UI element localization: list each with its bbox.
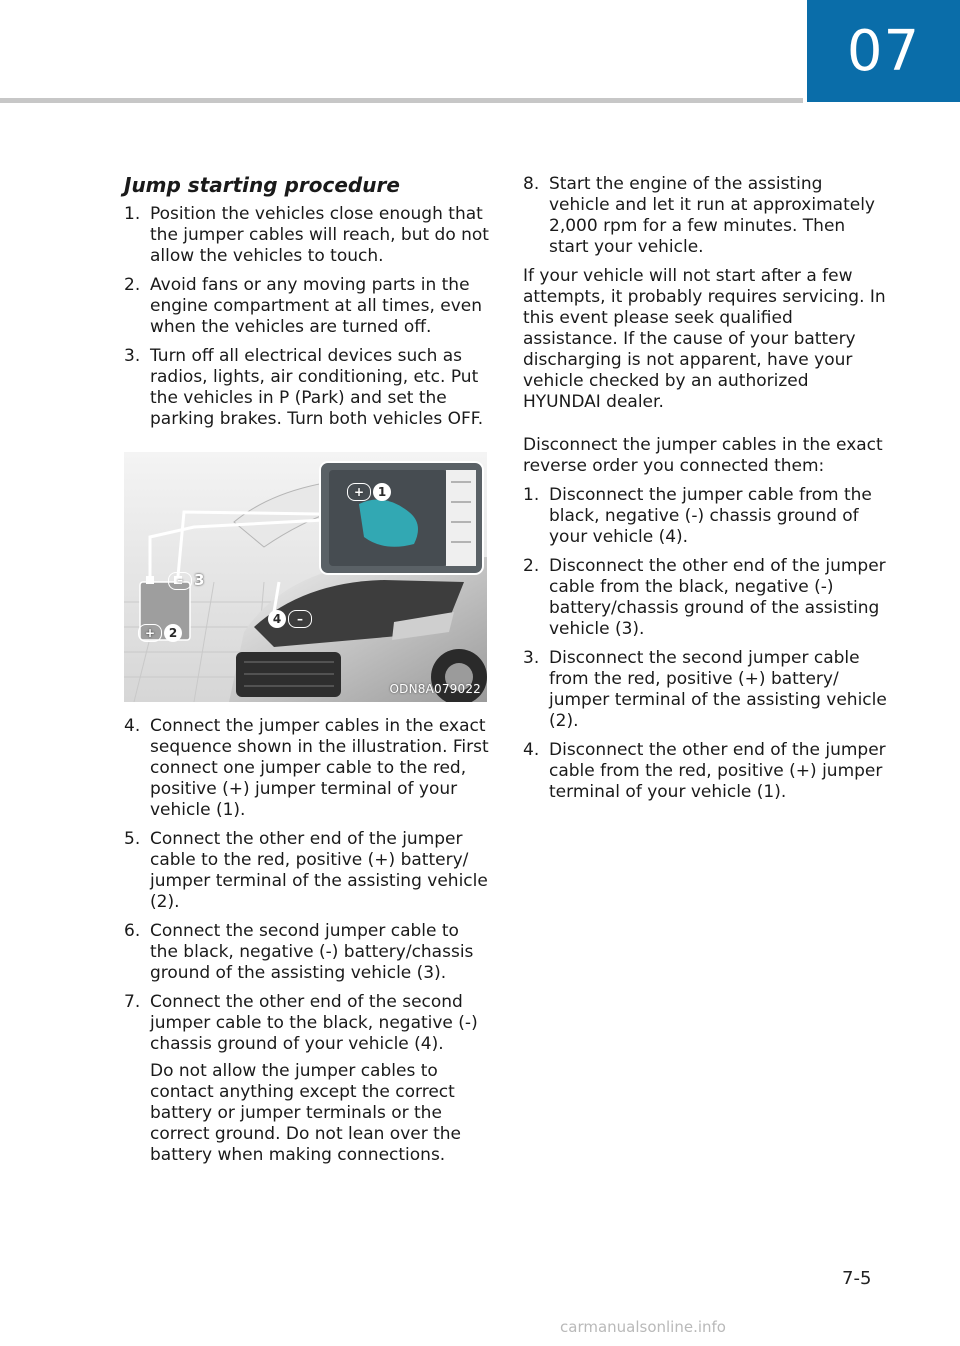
list-item: [124, 346, 489, 430]
step-number: 2.: [124, 275, 141, 295]
safety-note: Do not allow the jumper cables to contact anything except the correct battery or jumper terminals or the correct ground. Do not lean over the battery when making connections.: [150, 1061, 462, 1165]
section-title: Jump starting procedure: [124, 173, 400, 197]
step-text: Disconnect the other end of the jumper cable from the black, negative (-) battery/chassis ground of the assisting vehicle (3).: [549, 556, 886, 639]
step-number: 1.: [523, 485, 540, 505]
list-item: [124, 992, 489, 1166]
page-number: 7-5: [842, 1268, 872, 1289]
callout-2: [138, 624, 182, 642]
list-item: [124, 829, 489, 913]
callout-number: 3: [194, 571, 205, 589]
plus-terminal-icon: +: [138, 624, 162, 642]
steps-list-bottom: [124, 716, 489, 1166]
step-number: 2.: [523, 556, 540, 576]
step-text: Disconnect the other end of the jumper cable from the red, positive (+) jumper terminal of your vehicle (1).: [549, 740, 886, 802]
callout-1: [347, 483, 391, 501]
step-number: 5.: [124, 829, 141, 849]
step-number: 4.: [124, 716, 141, 736]
list-item: [124, 921, 489, 984]
step-number: 6.: [124, 921, 141, 941]
left-column: [124, 172, 489, 1174]
callout-4: [268, 610, 312, 628]
jump-start-illustration: [124, 452, 487, 702]
step-text: Connect the other end of the second jumper cable to the black, negative (-) chassis ground of your vehicle (4).: [150, 992, 478, 1054]
step-text: Disconnect the second jumper cable from the red, positive (+) battery/ jumper terminal of the assisting vehicle (2).: [549, 648, 887, 731]
list-item: [523, 740, 888, 803]
header-rule: [0, 98, 803, 103]
watermark: carmanualsonline.info: [560, 1318, 726, 1336]
callout-3: [168, 570, 204, 591]
step-number: 4.: [523, 740, 540, 760]
step-text: Turn off all electrical devices such as radios, lights, air conditioning, etc. Put the vehicles in P (Park) and set the parking brakes. Turn both vehicles OFF.: [150, 346, 484, 429]
step-number: 1.: [124, 204, 141, 224]
figure-code: ODN8A079022: [389, 682, 481, 696]
callout-number: 2: [164, 624, 182, 642]
step-number: 8.: [523, 174, 540, 194]
list-item: [124, 204, 489, 267]
steps-list-right: [523, 174, 888, 258]
chapter-number: 07: [846, 18, 921, 84]
step-number: 3.: [124, 346, 141, 366]
steps-list-top: [124, 204, 489, 430]
plus-terminal-icon: +: [347, 483, 371, 501]
disconnect-steps-list: [523, 485, 888, 803]
step-number: 7.: [124, 992, 141, 1012]
step-text: Connect the other end of the jumper cable to the red, positive (+) battery/ jumper terminal of the assisting vehicle (2).: [150, 829, 488, 912]
list-item: [124, 275, 489, 338]
minus-terminal-icon: –: [168, 572, 192, 590]
callout-number: 4: [268, 610, 286, 628]
disconnect-intro: Disconnect the jumper cables in the exact reverse order you connected them:: [523, 435, 883, 476]
step-text: Disconnect the jumper cable from the black, negative (-) chassis ground of your vehicle (4).: [549, 485, 872, 547]
chapter-tab: [807, 0, 960, 102]
step-text: Connect the jumper cables in the exact sequence shown in the illustration. First connect one jumper cable to the red, positive (+) jumper terminal of your vehicle (1).: [150, 716, 489, 820]
list-item: [523, 174, 888, 258]
callout-number: 1: [373, 483, 391, 501]
step-text: Position the vehicles close enough that the jumper cables will reach, but do not allow the vehicles to touch.: [150, 204, 489, 266]
service-paragraph: If your vehicle will not start after a few attempts, it probably requires servicing. In this event please seek qualified assistance. If the cause of your battery discharging is not apparent, have your vehicle checked by an authorized HYUNDAI dealer.: [523, 266, 886, 412]
list-item: [523, 485, 888, 548]
step-number: 3.: [523, 648, 540, 668]
right-column: [523, 174, 888, 811]
step-text: Avoid fans or any moving parts in the engine compartment at all times, even when the vehicles are turned off.: [150, 275, 482, 337]
list-item: [523, 648, 888, 732]
step-text: Connect the second jumper cable to the black, negative (-) battery/chassis ground of the assisting vehicle (3).: [150, 921, 474, 983]
minus-terminal-icon: –: [288, 610, 312, 628]
list-item: [124, 716, 489, 821]
list-item: [523, 556, 888, 640]
step-text: Start the engine of the assisting vehicle and let it run at approximately 2,000 rpm for a few minutes. Then start your vehicle.: [549, 174, 875, 257]
